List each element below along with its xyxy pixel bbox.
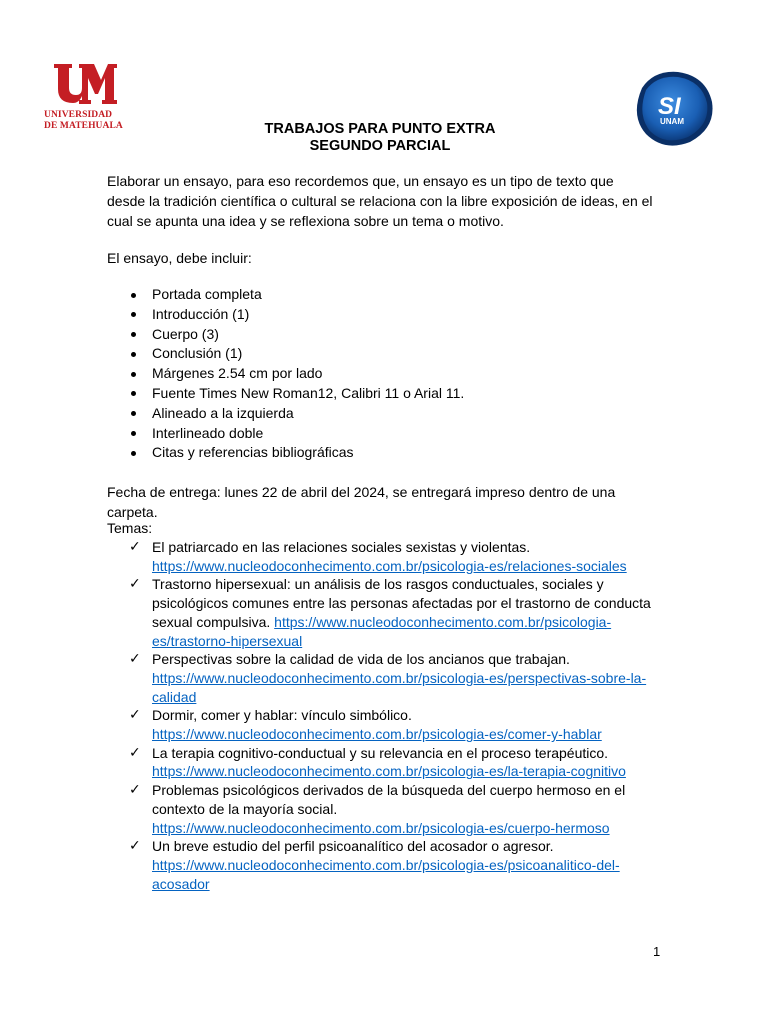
topic-link[interactable]: https://www.nucleodoconhecimento.com.br/psicologia-es/relaciones-sociales (152, 557, 627, 574)
document-title: TRABAJOS PARA PUNTO EXTRA (264, 121, 496, 137)
topic-text: La terapia cognitivo-conductual y su relevancia en el proceso terapéutico. (152, 744, 609, 761)
list-item: Introducción (1) (107, 305, 647, 325)
bullet-icon (131, 352, 136, 357)
svg-text:SI: SI (658, 93, 681, 120)
bullet-icon (131, 312, 136, 317)
topic-link[interactable]: https://www.nucleodoconhecimento.com.br/psicologia-es/psicoanalitico-del-acosador (152, 856, 620, 892)
logo-line-1: UNIVERSIDAD (44, 110, 113, 120)
topic-link[interactable]: https://www.nucleodoconhecimento.com.br/psicologia-es/trastorno-hipersexual (152, 613, 612, 649)
um-logo-mark (52, 62, 118, 106)
bullet-icon (131, 293, 136, 298)
topic-text: Dormir, comer y hablar: vínculo simbólico. (152, 707, 412, 724)
logo-line-2: DE MATEHUALA (44, 121, 123, 131)
checkmark-icon: ✓ (129, 838, 141, 855)
topic-link[interactable]: https://www.nucleodoconhecimento.com.br/psicologia-es/cuerpo-hermoso (152, 819, 610, 836)
topic-item (107, 744, 667, 781)
topic-link[interactable]: https://www.nucleodoconhecimento.com.br/psicologia-es/perspectivas-sobre-la-calidad (152, 669, 647, 705)
document-subtitle: SEGUNDO PARCIAL (309, 138, 451, 154)
list-item: Portada completa (107, 285, 647, 305)
page-number: 1 (653, 944, 661, 959)
topic-item (107, 538, 667, 575)
checkmark-icon: ✓ (129, 782, 141, 799)
svg-text:UNAM: UNAM (660, 117, 684, 126)
due-date-paragraph: Fecha de entrega: lunes 22 de abril del 2024, se entregará impreso dentro de una carpeta. (107, 484, 616, 520)
intro-paragraph: Elaborar un ensayo, para eso recordemos que, un ensayo es un tipo de texto que desde la tradición científica o cultural se relaciona con la libre exposición de ideas, en el cual se apunta una idea y se reflexiona sobre un tema o motivo. (107, 173, 653, 229)
list-item: Citas y referencias bibliográficas (107, 443, 647, 463)
list-item: Fuente Times New Roman12, Calibri 11 o Arial 11. (107, 384, 647, 404)
topic-text: Un breve estudio del perfil psicoanalítico del acosador o agresor. (152, 838, 554, 855)
topic-item (107, 575, 667, 650)
list-item: Márgenes 2.54 cm por lado (107, 364, 647, 384)
topic-text: El patriarcado en las relaciones sociales sexistas y violentas. (152, 539, 531, 555)
topic-link[interactable]: https://www.nucleodoconhecimento.com.br/psicologia-es/la-terapia-cognitivo (152, 763, 626, 780)
checkmark-icon: ✓ (129, 651, 141, 668)
topic-text: Perspectivas sobre la calidad de vida de los ancianos que trabajan. (152, 651, 570, 668)
checkmark-icon: ✓ (129, 539, 141, 555)
list-item: Interlineado doble (107, 424, 647, 444)
topic-item (107, 650, 667, 706)
bullet-icon (131, 411, 136, 416)
topic-link[interactable]: https://www.nucleodoconhecimento.com.br/psicologia-es/comer-y-hablar (152, 726, 602, 743)
list-item: Cuerpo (3) (107, 325, 647, 345)
topic-text: Trastorno hipersexual: un análisis de los rasgos conductuales, sociales y psicológicos comunes entre las personas afectadas por el trastorno de conducta sexual compulsiva. (152, 576, 651, 630)
checkmark-icon: ✓ (129, 744, 141, 761)
bullet-icon (131, 391, 136, 396)
bullet-icon (131, 372, 136, 377)
list-item: Conclusión (1) (107, 344, 647, 364)
bullet-icon (131, 451, 136, 456)
topic-item (107, 706, 667, 743)
bullet-icon (131, 431, 136, 436)
ensayo-label: El ensayo, debe incluir: (107, 250, 252, 266)
bullet-icon (131, 332, 136, 337)
checkmark-icon: ✓ (129, 707, 141, 724)
topics-list (107, 538, 667, 893)
topic-item (107, 781, 667, 837)
topics-label: Temas: (107, 520, 153, 536)
checkmark-icon: ✓ (129, 576, 141, 593)
topic-item (107, 837, 667, 893)
list-item: Alineado a la izquierda (107, 404, 647, 424)
topic-text: Problemas psicológicos derivados de la búsqueda del cuerpo hermoso en el contexto de la mayoría social. (152, 782, 626, 817)
requirements-list (107, 285, 647, 463)
